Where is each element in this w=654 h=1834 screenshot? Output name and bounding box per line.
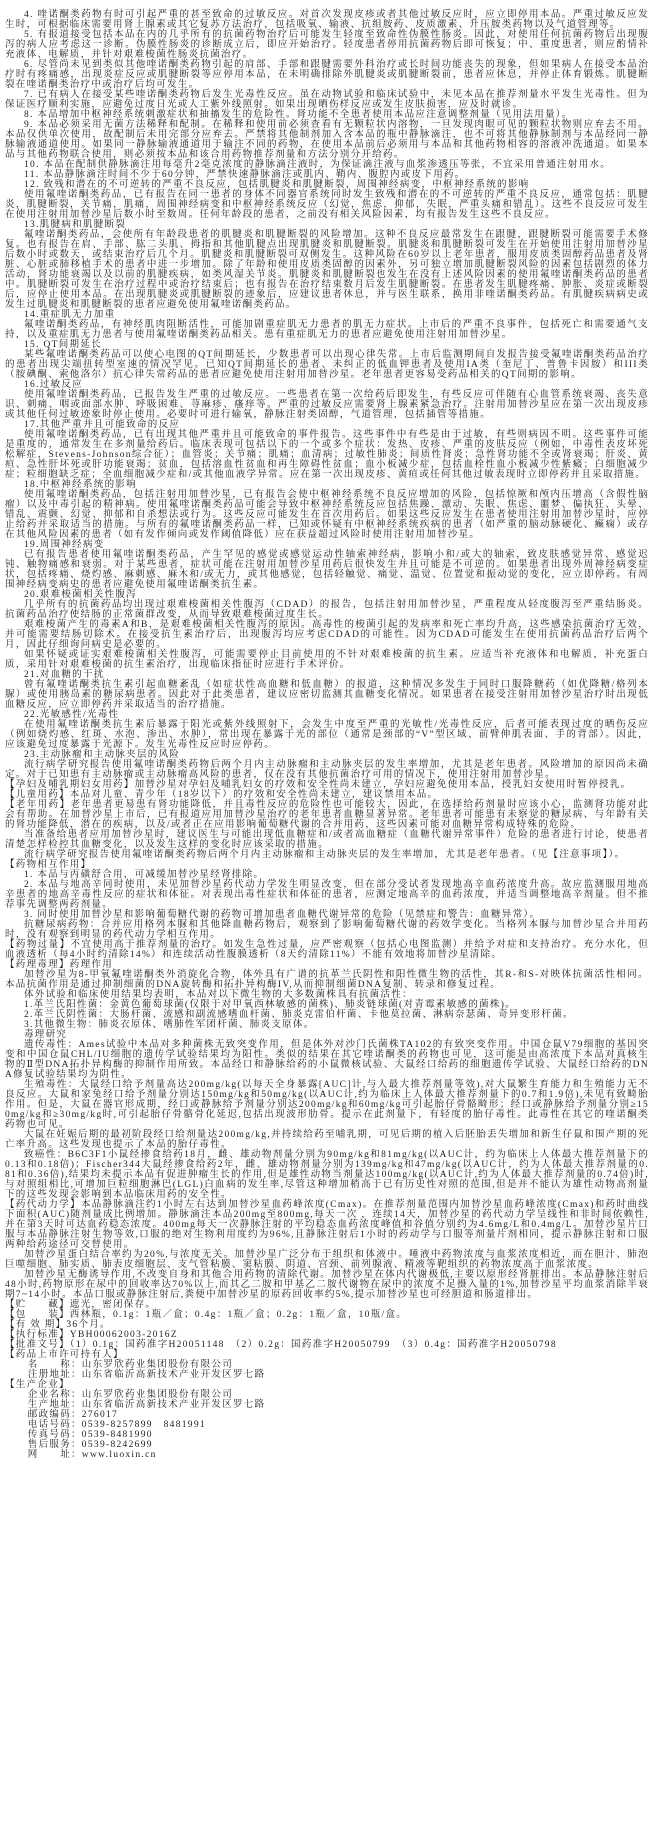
insert-paragraph-54: 生殖毒性：大鼠经口给予剂量高达200mg/kg(以每天全身暴露[AUC]计,与人最大推荐剂量等效),对大鼠繁生育能力和生殖能力无不良反应。大鼠和家兔经口给予剂量分别达150mg/kg和50mg/kg(以AUC计,约为临床上人体最大推荐剂量下的0.7和1.9倍),未见有致畸胎作用。但是，大鼠在器官形成期，经口或静脉给予剂量分别达200mg/kg和60mg/kg可引起胎仔骨骼畸形；经口或静脉给予剂量分别≥150mg/kg和≥30mg/kg时,可引起胎仔骨骼骨化延迟,包括出现波形肋骨。提示在此剂量下，有轻度的胎仔毒性。此毒性在其它的喹诺酮类药物也可见。 [5,1080,649,1130]
insert-paragraph-44: 抗糖尿病药物：合并应用格列本脲和其他降血糖药物后，观察到了影响葡萄糖代谢的药效学变化。当格列本脲与加替沙星合并用药时，没有观察到明显的药代动力学相互作用。 [5,920,649,940]
insert-paragraph-63: 【执行标准】YBH00062003-2016Z [5,1330,178,1340]
insert-paragraph-35: 【孕妇及哺乳期妇女用药】加替沙星对孕妇及哺乳妇女的疗效和安全性尚未建立，孕妇应避免使用本品，授乳妇女使用时暂停授乳。 [5,780,632,790]
insert-paragraph-3: 6. 尽管尚未见到类似其他喹诺酮类药物引起的肩部、手部和跟腱需要外科治疗或长时间功能丧失的现象，但如果病人在接受本品治疗时有疼痛感，出现炎症反应或肌腱断裂等应停用本品，在未明确排除外肌腱炎或肌腱断裂前，患者应休息，并停止体育锻炼。肌腱断裂在喹诺酮类治疗中或治疗后均可发生。 [5,60,649,90]
insert-paragraph-7: 10. 本品在配制供静脉滴注用每毫升2毫克浓度的静脉滴注液时，为保证滴注液与血浆渗透压等张，不宜采用普通注射用水。 [24,160,612,170]
insert-paragraph-18: 使用氟喹诺酮类药品，已报告发生严重的过敏反应。一些患者在第一次给药后即发生，有些反应可伴随有心血管系统衰竭、丧失意识、刺痛、咽或面部水肿、呼吸困难、荨麻疹、瘙痒等。严重的过敏反应需要肾上腺素紧急治疗。注射用加替沙星应在第一次出现皮疹或其他任何过敏迹象时停止使用。必要时可进行输氧，静脉注射类固醇，气道管理，包括插管等措施。 [5,390,649,420]
insert-paragraph-42: 2. 本品与地高辛同时使用，未见加替沙星药代动力学发生明显改变，但在部分受试者发现地高辛血药浓度升高。故应监测服用地高辛患者的地高辛毒性反应的症状和体征。对表现出毒性症状和体征的患者，应测定地高辛的血药浓度，并适当调整地高辛剂量。但不推荐事先调整两药剂量。 [5,880,649,910]
insert-paragraph-27: 艰难梭菌产生的毒素A和B，是艰难梭菌相关性腹泻的原因。高毒性的梭菌引起的发病率和死亡率均升高，这些感染抗菌治疗无效，并可能需要结肠切除术。在接受抗生素治疗后，出现腹泻均应考虑CDAD的可能性。因为CDAD可能发生在使用抗菌药品治疗后两个月，因此仔细询问病史是必要的。 [5,620,649,650]
insert-paragraph-38: 当准备给患者应用加替沙星时，建议医生与可能出现低血糖症和/或者高血糖症（血糖代谢异常事件）危险的患者进行讨论，使患者清楚怎样检控其血糖变化，以及发生这样的变化时应该采取的措施。 [5,830,649,850]
insert-paragraph-22: 使用氟喹诺酮类药品，包括注射用加替沙星，已有报告会使中枢神经系统不良反应增加的风险，包括惊厥和颅内压增高（含假性脑瘤）以及中毒引起的精神病。使用氟喹诺酮类药品可能会导致中枢神经系统反应包括焦躁、激动、失眠、焦虑、噩梦、偏执狂、头晕、错乱、震颤、幻觉、抑郁和自杀想法或行为。这些反应可能发生在首次用药后。如果这些反应发生在患者使用注射用加替沙星时，应停止给药并采取适当的措施。与所有的氟喹诺酮类药品一样，已知或怀疑有中枢神经系统疾病的患者（如严重的脑动脉硬化、癫痫）或存在其他风险因素的患者（如有发作倾向或发作阈值降低）应在获益超过风险时使用注射用加替沙星。 [5,490,649,540]
insert-paragraph-11: 13.肌腱病和肌腱断裂 [24,220,127,230]
insert-paragraph-37: 【老年用药】老年患者更易患有肾功能降低，并且毒性反应的危险性也可能较大，因此，在选择给药剂量时应该小心，监测肾功能对此会有帮助。在加替沙星上市后，已有报道应用加替沙星治疗的老年患者血糖显著异常。老年患者可能患有未察觉的糖尿病、与年龄有关的肾功能降低，潜在的疾病，以及/或者正在应用影响葡萄糖代谢的合并用药，这些因素可能对血糖异常构成特殊的危险。 [5,800,649,830]
insert-paragraph-8: 11. 本品静脉滴注时间不少于60分钟，严禁快速静脉滴注或肌内、鞘内、腹腔内或皮下用药。 [24,170,466,180]
insert-paragraph-50: 2.革兰氏阴性菌：大肠杆菌、流感和副流感嗜血杆菌、肺炎克雷伯杆菌、卡他莫拉菌、淋病奈瑟菌、奇异变形杆菌。 [24,1010,574,1020]
insert-paragraph-68: 【生产企业】 [5,1380,70,1390]
insert-paragraph-36: 【儿童用药】本品对儿童、青少年（18岁以下）的疗效和安全性尚未建立，建议禁用本品。 [5,790,439,800]
insert-paragraph-70: 生产地址：山东省临沂高新技术产业开发区罗七路 [27,1400,266,1410]
insert-paragraph-13: 14.重症肌无力加重 [24,310,116,320]
insert-paragraph-24: 已有报告患者使用氟喹诺酮类药品，产生罕见的感觉或感觉运动性轴索神经病，影响小和/或大的轴索，致皮肤感觉异常、感觉迟钝、触物痛感和衰弱。对于某些患者，症状可能在注射用加替沙星用药后很快发生并且可能是不可逆的。如果患者出现外周神经病变症状，包括疼痛、烧灼感、麻刺感、麻木和/或无力，或其他感觉，包括轻触觉、痛觉、温觉、位置觉和振动觉的变化，应立即停药。有周围神经病变病史的患者应避免使用氟喹诺酮类抗生素。 [5,550,649,590]
insert-paragraph-9: 12. 致残和潜在的不可逆转的严重不良反应，包括肌腱炎和肌腱断裂，周围神经病变，中枢神经系统的影响 [24,180,530,190]
insert-paragraph-25: 20.艰难梭菌相关性腹泻 [24,590,137,600]
insert-paragraph-59: 加替沙星无酶诱导作用,不改变自身和其他合用药物的清除代谢。加替沙星在体内代谢极低,主要以原形经肾脏排出。本品静脉注射后48小时,药物原形在尿中的回收率达70%以上,而其乙二胺和甲基乙二胺代谢物在尿中的浓度不足摄入量的1%,加替沙星平均血浆消除半衰期7~14小时。本品口服或静脉注射后,粪便中加替沙星的原药回收率约5%,提示加替沙星也可经胆道和肠道排出。 [5,1270,649,1300]
insert-paragraph-31: 22.光敏感性/光毒性 [24,710,120,720]
insert-paragraph-29: 21.对血糖的干扰 [24,670,105,680]
insert-paragraph-73: 传真号码：0539-8481990 [27,1430,153,1440]
insert-paragraph-17: 16.过敏反应 [24,380,83,390]
insert-paragraph-28: 如果怀疑或证实艰难梭菌相关性腹泻，可能需要停止目前使用的不针对艰难梭菌的抗生素。应适当补充液体和电解质，补充蛋白质，采用针对艰难梭菌的抗生素治疗，出现临床指征时应进行手术评价。 [5,650,649,670]
insert-paragraph-19: 17.其他严重并且可能致命的反应 [24,420,181,430]
insert-paragraph-6: 9. 本品必须采用无菌方法稀释和配制。在稀释和使用前必须查看有无颗粒状内溶物，一旦发现肉眼可见的颗粒状物则应弃去不用。本品仅供单次使用，故配制后未用完部分应弃去。严禁将其他制剂加入含本品的瓶中静脉滴注，也不可将其他静脉制剂与本品经同一静脉输液通道使用。如果同一静脉输液通道用于输注不同的药物，在使用本品前后必须用与本品和其他药物相容的溶液冲洗通道。如果本品与其他药物联合使用，则必须按本品和该合用药物推荐剂量和方法分别分开给药。 [5,120,649,160]
insert-paragraph-23: 19.周围神经病变 [24,540,105,550]
insert-paragraph-2: 5. 有报道接受包括本品在内的几乎所有的抗菌药物治疗后可能发生轻度至致命性伪膜性肠炎。因此，对使用任何抗菌药物后出现腹泻的病人应考虑这一诊断。伪膜性肠炎的诊断成立后，即应开始治疗。轻度患者停用抗菌药物后即可恢复；中、重度患者，则应酌情补充液体、电解质，并针对艰难梭菌性肠炎抗菌治疗。 [5,30,649,60]
insert-paragraph-65: 【药品上市许可持有人】 [5,1350,124,1360]
insert-paragraph-64: 【批准文号】（1）0.1g：国药准字H20051148 （2）0.2g：国药准字H20050799 （3）0.4g：国药准字H20050798 [5,1340,557,1350]
insert-paragraph-1: 4. 喹诺酮类药物有时可引起严重的甚至致命的过敏反应。对首次发现皮疹或者其他过敏反应时，应立即停用本品。严重过敏反应发生时，可根据临床需要用肾上腺素或其它复苏方法治疗，包括吸氧、输液、抗组胺药、皮质激素、升压胺类药物以及气道管理等。 [5,10,649,30]
insert-paragraph-5: 8. 本品增加中枢神经系统刺激症状和抽搐发生的危险性。肾功能不全患者使用本品应注意调整剂量（见用法用量）。 [24,110,573,120]
insert-paragraph-75: 网 址：www.luoxin.cn [27,1450,157,1460]
insert-paragraph-26: 几乎所有的抗菌药品均出现过艰难梭菌相关性腹泻（CDAD）的报告，包括注射用加替沙星，严重程度从轻度腹泻至严重结肠炎。抗菌药品治疗使结肠的正常菌群改变，从而导致艰难梭菌过度生长。 [5,600,649,620]
insert-paragraph-48: 体外试验和临床使用结果均表明，本品对以下微生物的大多数菌株具有抗菌活性： [24,990,413,1000]
insert-paragraph-60: 【贮 藏】遮光，密闭保存。 [5,1300,157,1310]
insert-paragraph-58: 加替沙星蛋白结合率约为20%,与浓度无关。加替沙星广泛分布于组织和体液中。唾液中药物浓度与血浆浓度相近，而在胆汁、肺泡巨噬细胞、肺实质、肺表皮细胞层、支气管粘膜、窦粘膜、阴道、宫颈、前列腺液、精液等靶组织的药物浓度高于血浆浓度。 [5,1250,649,1270]
insert-paragraph-66: 名 称：山东罗欣药业集团股份有限公司 [27,1360,233,1370]
insert-paragraph-56: 致癌性：B6C3F1小鼠经掺食给药18月，雌、雄动物剂量分别为90mg/kg和81mg/kg(以AUC计，约为临床上人体最大推荐剂量下的0.13和0.18倍)；Fischer344大鼠经掺食给药2年，雌、雄动物剂量分别为139mg/kg和47mg/kg(以AUC计，约为人体最大推荐剂量的0.81和0.36倍),结果均未提示本品有促进肿瘤生长的作用,但是雄性动物当剂量达100mg/kg(以AUC计,约为人体最大推荐剂量的0.74倍)时,与对照组相比,可增加巨粒细胞淋巴(LGL)白血病的发生率,尽管这种增加稍高于已有历史性对照的范围,但是并不能认为雄性动物高剂量下的这些发现会影响到本品临床用药的安全性。 [5,1150,649,1200]
insert-paragraph-15: 15. QT间期延长 [24,340,102,350]
insert-paragraph-40: 【药物相互作用】 [5,860,92,870]
insert-paragraph-51: 3.其他微生物：肺炎衣原体、嗜肺性军团杆菌、肺炎支原体。 [24,1020,315,1030]
insert-paragraph-67: 注册地址：山东省临沂高新技术产业开发区罗七路 [27,1370,266,1380]
insert-paragraph-21: 18.中枢神经系统的影响 [24,480,137,490]
insert-paragraph-45: 【药物过量】不宜使用高于推荐剂量的治疗。如发生急性过量，应严密观察（包括心电图监测）并给予对症和支持治疗。充分水化，但血液透析（每4小时约清除14%）和连续活动性腹膜透析（8天约清除11%）不能有效地将加替沙星清除。 [5,940,649,960]
insert-paragraph-14: 氟喹诺酮类药品，有神经肌肉阻断活性，可能加剧重症肌无力患者的肌无力症状。上市后的严重不良事件，包括死亡和需要通气支持，以及重症肌无力患者与使用氟喹诺酮类药品相关。患有重症肌无力的患者应避免使用注射用加替沙星。 [5,320,649,340]
insert-paragraph-52: 毒理研究 [24,1030,68,1040]
insert-paragraph-12: 氟喹诺酮类药品，会使所有年龄段患者的肌腱炎和肌腱断裂的风险增加。这种不良反应最常发生在跟腱，跟腱断裂可能需要手术修复。也有报告在肩、手部、肱二头肌、拇指和其他肌腱点出现肌腱炎和肌腱断裂。肌腱炎和肌腱断裂可发生在开始使用注射用加替沙星后数小时或数天，或结束治疗后几个月。肌腱炎和肌腱断裂可双侧发生。这种风险在60岁以上老年患者，服用皮质类固醇药品患者及肾脏、心脏或肺移植手术的患者中进一步增加。除了年龄和使用皮质类固醇的因素外，另可独立增加肌腱断裂风险的因素包括剧烈的体力活动，肾功能衰竭以及以前的肌腱疾病，如类风湿关节炎。肌腱炎和肌腱断裂也发生在没有上述风险因素的使用氟喹诺酮类药品的患者中。肌腱断裂可发生在治疗过程中或治疗结束后；也有报告在治疗结束数月后发生肌腱断裂。在患者发生肌腱疼痛、肿胀、炎症或断裂后，应停止使用本品。在出现肌腱炎或肌腱断裂的迹象后，应建议患者休息，并与医生联系，换用非喹诺酮类药品。有肌腱疾病病史或发生过肌腱炎和肌腱断裂的患者应避免使用氟喹诺酮类药品。 [5,230,649,310]
insert-paragraph-39: 流行病学研究报告使用氟喹诺酮类药物后两个月内主动脉瘤和主动脉夹层的发生率增加，尤其是老年患者。（见【注意事项】）。 [24,850,626,860]
insert-paragraph-72: 电话号码：0539-8257899 8481991 [27,1420,206,1430]
insert-paragraph-47: 加替沙星为8-甲氧氟喹诺酮类外消旋化合物，体外具有广谱的抗革兰氏阴性和阳性微生物的活性，其R-和S-对映体抗菌活性相同。本品抗菌作用是通过抑制细菌的DNA旋转酶和拓扑异构酶IV,从而抑制细菌DNA复制、转录和修复过程。 [5,970,649,990]
insert-paragraph-32: 在使用氟喹诺酮类抗生素后暴露于阳光或紫外线照射下，会发生中度至严重的光敏性/光毒性反应，后者可能表现过度的晒伤反应（例如烧灼感、红斑、水泡、渗出、水肿），常出现在暴露于光的部位（通常是颈部的“V”型区域、前臂伸肌表面、手的背部）。因此，应该避免过度暴露于光源下。发生光毒性反应时应停药。 [5,720,649,750]
insert-paragraph-62: 【有 效 期】36个月。 [5,1320,111,1330]
insert-paragraph-74: 售后服务：0539-8242699 [27,1440,153,1450]
document-text [5,10,649,1460]
insert-paragraph-53: 遗传毒性：Ames试验中本品对多种菌株无致突变作用，但是体外对沙门氏菌株TA102的有致突变作用。中国仓鼠V79细胞的基因突变和中国仓鼠CHL/IU细胞的遗传学试验结果均为阳性。类似的结果在其它喹诺酮类的药物也可见，这可能是由高浓度下本品对真核生物的Ⅱ型DNA拓扑异构酶的抑制作用所致。本品经口和静脉给药的小鼠微核试验、大鼠经口给药的细胞遗传学试验、大鼠经口给药的DNA修复试验结果均为阴性。 [5,1040,649,1080]
insert-paragraph-71: 邮政编码：276017 [27,1410,119,1420]
insert-paragraph-16: 某些氟喹诺酮类药品可以使心电图的QT间期延长，少数患者可以出现心律失常。上市后监测期间自发报告接受氟喹诺酮类药品治疗的患者出现尖端扭转型室速的情况罕见。已知QT间期延长的患者、未纠正的低血钾患者及使用IA类（奎尼丁、普鲁卡因胺）和III类（胺碘酮、索他洛尔）抗心律失常药品的患者应避免使用注射用加替沙星。老年患者更容易受药品相关的QT间期的影响。 [5,350,649,380]
insert-paragraph-61: 【包 装】西林瓶，0.1g：1瓶／盒；0.4g：1瓶／盒；0.2g：1瓶／盒，10瓶/盒。 [5,1310,408,1320]
insert-paragraph-4: 7. 已有病人在接受某些喹诺酮类药物后发生光毒性反应。虽在动物试验和临床试验中，未见本品在推荐剂量水平发生光毒性。但为保证医疗顺利实施，应避免过度日光或人工紫外线照射。如果出现晒伤样反应或发生皮肤损害，应及时就诊。 [5,90,649,110]
insert-paragraph-69: 企业名称：山东罗欣药业集团股份有限公司 [27,1390,233,1400]
insert-paragraph-33: 23.主动脉瘤和主动脉夹层的风险 [24,750,181,760]
insert-paragraph-30: 曾有氟喹诺酮类抗生素引起血糖紊乱（如症状性高血糖和低血糖）的报道，这种情况多发生于同时口服降糖药（如优降糖/格列本脲）或使用胰岛素的糖尿病患者。因此对于此类患者，建议应密切监测其血糖变化情况。如果患者在接受注射用加替沙星治疗时出现低血糖反应，应立即停药并采取适当的治疗措施。 [5,680,649,710]
insert-paragraph-57: 【药代动力学】本品静脉滴注约1小时左右达到加替沙星血药峰浓度(Cmax)。在推荐剂量范围内加替沙星血药峰浓度(Cmax)和药时曲线下面积(AUC)随剂量成比例增加。静脉滴注本品200mg至800mg,每天一次 ，连续14天，加替沙星的药代动力学呈线性和非时间依赖性,并在第3天时可达血药稳态浓度。400mg每天一次静脉注射的平均稳态血药浓度峰值和谷值分别约为4.6mg/L和0.4mg/L。加替沙星片口服与本品静脉注射生物等效,口服的绝对生物利用度约为96%,且静脉注射后1小时的药动学与口服等剂量片剂相同，提示静脉注射和口服两种给药途径可交替使用。 [5,1200,649,1250]
insert-paragraph-34: 流行病学研究报告使用氟喹诺酮类药物后两个月内主动脉瘤和主动脉夹层的发生率增加，尤其是老年患者。风险增加的原因尚未确定。对于已知患有主动脉瘤或主动脉瘤高风险的患者，仅在没有其他抗菌治疗可用的情况下，使用注射用加替沙星。 [5,760,649,780]
insert-paragraph-10: 使用氟喹诺酮类药品，已有报告在同一患者的身体不同器官系统同时发生致残和潜在的不可逆转的严重不良反应，通常包括：肌腱炎，肌腱断裂，关节痛，肌痛，周围神经病变和中枢神经系统反应（幻觉，焦虑，抑郁，失眠，严重头痛和错乱）。这些不良反应可发生在使用注射用加替沙星后数小时至数周。任何年龄段的患者，之前没有相关风险因素，均有报告发生这些不良反应。 [5,190,649,220]
insert-paragraph-46: 【药理毒理】药理作用 [5,960,114,970]
insert-paragraph-55: 大鼠在妊娠后期的最初阶段经口给剂量达200mg/kg,并持续给药至哺乳期，可见后期的植入后胚胎丢失增加和新生仔鼠和围产期的死亡率升高。这些发现也提示了本品的胎仔毒性。 [5,1130,650,1150]
insert-paragraph-49: 1.革兰氏阳性菌：金黄色葡萄球菌(仅限于对甲氧西林敏感的菌株)、肺炎链球菌(对青霉素敏感的菌株)。 [24,1000,516,1010]
insert-paragraph-43: 3. 同时使用加替沙星和影响葡萄糖代谢的药物可增加患者血糖代谢异常的危险（见禁症和警告：血糖异常）。 [24,910,541,920]
insert-paragraph-41: 1. 本品与丙磺舒合用，可减缓加替沙星经肾排除。 [24,870,265,880]
insert-paragraph-20: 使用氟喹诺酮类药品，已有出现其他严重并且可能致命的事件报告。这些事件中有些是由于过敏，有些则病因不明。这些事件可能是重度的，通常发生在多剂量给药后。临床表现可包括以下的一个或多个症状：发热、皮疹、严重的皮肤反应（例如，中毒性表皮坏死松解症，Stevens-Johnson综合征）；血管炎；关节痛；肌痛；血清病；过敏性肺炎；间质性肾炎；急性肾功能不全或肾衰竭；肝炎、黄疸、急性肝坏死或肝功能衰竭；贫血，包括溶血性贫血和再生障碍性贫血；血小板减少症，包括血栓性血小板减少性紫癜；白细胞减少症；粒细胞缺乏症；全血细胞减少症和/或其他血液学异常。应在第一次出现皮疹、黄疸或任何其他过敏表现时立即停药并且采取措施。 [5,430,649,480]
